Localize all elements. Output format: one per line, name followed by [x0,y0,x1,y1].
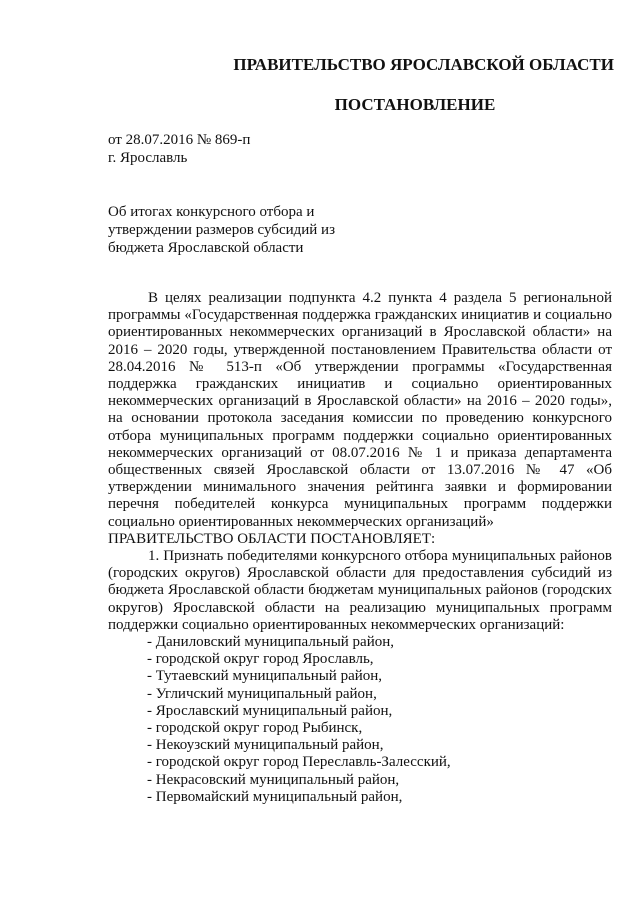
document-body [108,290,612,806]
list-item: - городской округ город Переславль-Залесский, [147,754,451,771]
resolve-statement: ПРАВИТЕЛЬСТВО ОБЛАСТИ ПОСТАНОВЛЯЕТ: [108,530,436,547]
document-type: ПОСТАНОВЛЕНИЕ [334,95,496,114]
date-number: от 28.07.2016 № 869-п [108,132,251,148]
government-title: ПРАВИТЕЛЬСТВО ЯРОСЛАВСКОЙ ОБЛАСТИ [233,55,614,74]
winners-list [108,634,612,806]
list-item: - городской округ город Ярославль, [147,651,374,668]
preamble-paragraph: В целях реализации подпункта 4.2 пункта 4 раздела 5 региональной программы «Государственная поддержка гражданских инициатив и социально ориентированных некоммерческих организаций в Ярославской области» на 2016 – 2020 годы, утвержденной постановлением Правительства области от 28.04.2016 № 513-п «Об утверждении программы «Государственная поддержка гражданских инициатив и социально ориентированных некоммерческих организаций в Ярославской области» на 2016 – 2020 годы», на основании протокола заседания комиссии по проведению конкурсного отбора муниципальных программ поддержки социально ориентированных некоммерческих организаций от 08.07.2016 № 1 и приказа департамента общественных связей Ярославской области от 13.07.2016 № 47 «Об утверждении минимального значения рейтинга заявки и формировании перечня победителей конкурса муниципальных программ поддержки социально ориентированных некоммерческих организаций» [108,290,612,530]
list-item: - Некоузский муниципальный район, [147,737,384,754]
list-item: - городской округ город Рыбинск, [147,720,363,737]
city: г. Ярославль [108,150,188,166]
list-item: - Первомайский муниципальный район, [147,788,403,805]
subject-line: бюджета Ярославской области [108,240,304,256]
list-item: - Угличский муниципальный район, [147,685,377,702]
item-1-paragraph: 1. Признать победителями конкурсного отбора муниципальных районов (городских округов) Ярославской области для предоставления субсидий из бюджета Ярославской области бюджетам муниципальных районов (городских округов) Ярославской области на реализацию муниципальных программ поддержки социально ориентированных некоммерческих организаций: [108,548,612,633]
subject-line: Об итогах конкурсного отбора и [108,204,315,220]
list-item: - Даниловский муниципальный район, [147,634,395,651]
list-item: - Тутаевский муниципальный район, [147,668,383,685]
list-item: - Ярославский муниципальный район, [147,702,393,719]
subject-line: утверждении размеров субсидий из [108,222,336,238]
document-subject [108,203,335,257]
list-item: - Некрасовский муниципальный район, [147,771,400,788]
document-meta [108,131,250,167]
